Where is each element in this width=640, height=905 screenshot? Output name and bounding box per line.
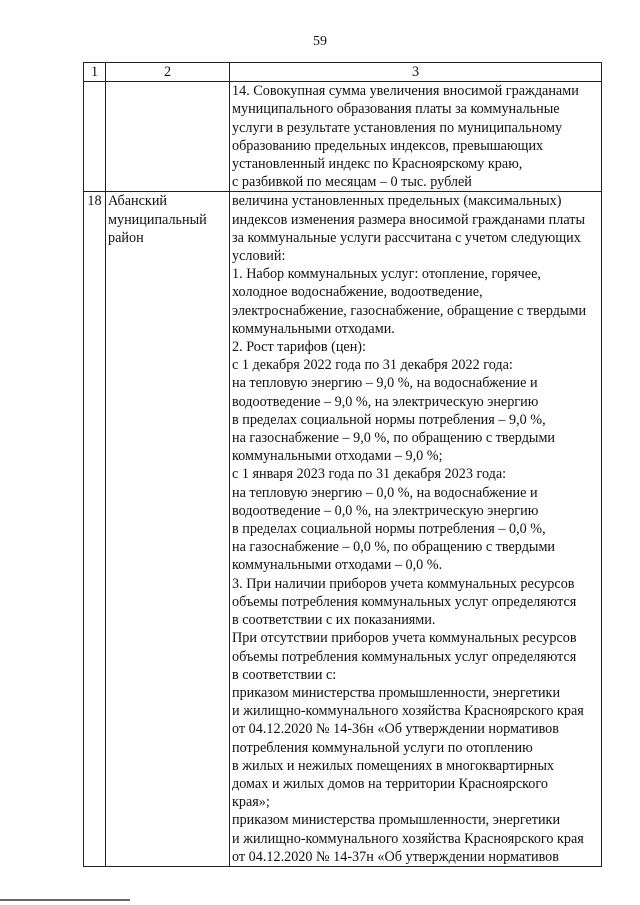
text-line: объемы потребления коммунальных услуг определяются bbox=[232, 648, 577, 665]
text-line: величина установленных предельных (максимальных) bbox=[232, 193, 562, 210]
text-line: водоотведение – 9,0 %, на электрическую энергию bbox=[232, 393, 539, 410]
text-line: объемы потребления коммунальных услуг определяются bbox=[232, 593, 577, 610]
text-line: установленный индекс по Красноярскому краю, bbox=[232, 156, 523, 173]
text-line: коммунальными отходами – 9,0 %; bbox=[232, 448, 443, 465]
text-line: муниципального образования платы за коммунальные bbox=[232, 101, 560, 118]
text-line: на тепловую энергию – 9,0 %, на водоснабжение и bbox=[232, 375, 538, 392]
text-line: домах и жилых домов на территории Красноярского bbox=[232, 775, 548, 792]
row-number-cell: 18 bbox=[84, 192, 106, 867]
text-line: на тепловую энергию – 0,0 %, на водоснабжение и bbox=[232, 484, 538, 501]
text-line: электроснабжение, газоснабжение, обращение с твердыми bbox=[232, 302, 587, 319]
text-line: за коммунальные услуги рассчитана с учетом следующих bbox=[232, 229, 581, 246]
row-number-cell bbox=[84, 82, 106, 192]
text-line: на газоснабжение – 9,0 %, по обращению с твердыми bbox=[232, 430, 556, 447]
text-line: 2. Рост тарифов (цен): bbox=[232, 339, 366, 356]
text-line: коммунальными отходами – 0,0 %. bbox=[232, 557, 443, 574]
table-header-row bbox=[84, 63, 602, 82]
page-number: 59 bbox=[313, 34, 327, 49]
text-line: с 1 января 2023 года по 31 декабря 2023 года: bbox=[232, 466, 507, 483]
text-line: и жилищно-коммунального хозяйства Красноярского края bbox=[232, 703, 584, 720]
text-line: с 1 декабря 2022 года по 31 декабря 2022 года: bbox=[232, 357, 513, 374]
text-line: края»; bbox=[232, 794, 270, 811]
text-line: в жилых и нежилых помещениях в многоквартирных bbox=[232, 757, 555, 774]
header-col-3: 3 bbox=[230, 63, 602, 82]
text-line: потребления коммунальной услуги по отоплению bbox=[232, 739, 533, 756]
text-line: холодное водоснабжение, водоотведение, bbox=[232, 284, 483, 301]
text-line: коммунальными отходами. bbox=[232, 320, 395, 337]
text-line: индексов изменения размера вносимой гражданами платы bbox=[232, 211, 586, 228]
text-line: 1. Набор коммунальных услуг: отопление, горячее, bbox=[232, 266, 541, 283]
text-line: в пределах социальной нормы потребления – 9,0 %, bbox=[232, 411, 546, 428]
text-line: в соответствии с: bbox=[232, 666, 337, 683]
header-col-2: 2 bbox=[106, 63, 230, 82]
municipality-line: район bbox=[108, 229, 144, 246]
content-cell bbox=[230, 192, 602, 867]
municipality-cell bbox=[106, 82, 230, 192]
table-row-18 bbox=[84, 192, 602, 867]
table-row-continued bbox=[84, 82, 602, 192]
text-line: приказом министерства промышленности, энергетики bbox=[232, 684, 561, 701]
text-line: При отсутствии приборов учета коммунальных ресурсов bbox=[232, 630, 577, 647]
header-col-1: 1 bbox=[84, 63, 106, 82]
content-cell bbox=[230, 82, 602, 192]
document-table bbox=[83, 62, 602, 867]
text-line: образованию предельных индексов, превышающих bbox=[232, 137, 544, 154]
text-line: 14. Совокупная сумма увеличения вносимой гражданами bbox=[232, 83, 579, 100]
scan-edge-mark bbox=[0, 899, 130, 901]
municipality-line: муниципальный bbox=[108, 211, 207, 228]
municipality-line: Абанский bbox=[108, 193, 168, 210]
text-line: 3. При наличии приборов учета коммунальных ресурсов bbox=[232, 575, 575, 592]
text-line: и жилищно-коммунального хозяйства Красноярского края bbox=[232, 830, 584, 847]
text-line: от 04.12.2020 № 14-37н «Об утверждении нормативов bbox=[232, 848, 559, 865]
text-line: в соответствии с их показаниями. bbox=[232, 612, 436, 629]
municipality-cell bbox=[106, 192, 230, 867]
text-line: от 04.12.2020 № 14-36н «Об утверждении нормативов bbox=[232, 721, 559, 738]
text-line: приказом министерства промышленности, энергетики bbox=[232, 812, 561, 829]
text-line: в пределах социальной нормы потребления – 0,0 %, bbox=[232, 521, 546, 538]
text-line: на газоснабжение – 0,0 %, по обращению с твердыми bbox=[232, 539, 556, 556]
text-line: с разбивкой по месяцам – 0 тыс. рублей bbox=[232, 174, 472, 191]
text-line: условий: bbox=[232, 248, 286, 265]
text-line: услуги в результате установления по муниципальному bbox=[232, 119, 563, 136]
text-line: водоотведение – 0,0 %, на электрическую энергию bbox=[232, 502, 539, 519]
